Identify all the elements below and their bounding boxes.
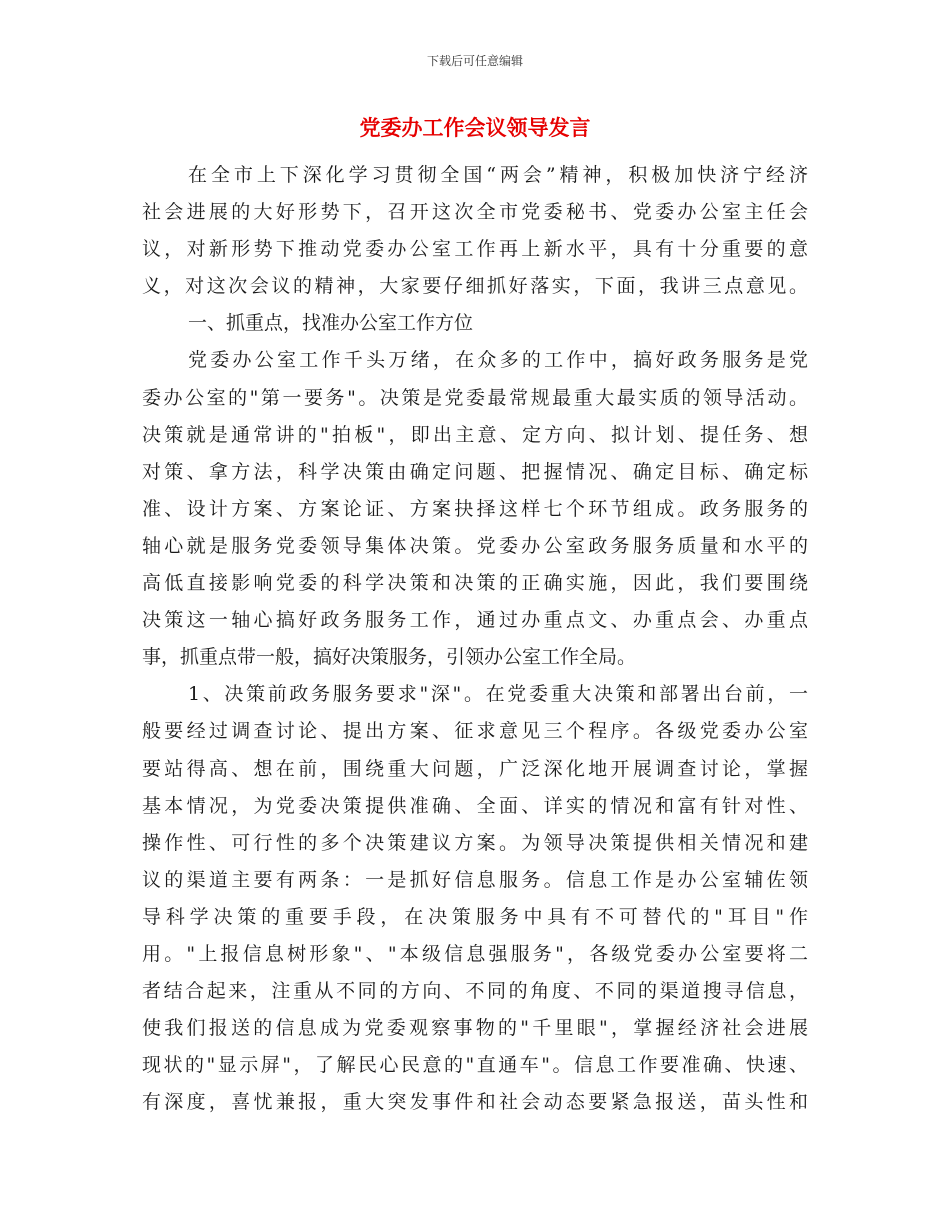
- text-line: 者结合起来，注重从不同的方向、不同的角度、不同的渠道搜寻信息，: [142, 980, 808, 1003]
- text-line: 导科学决策的重要手段，在决策服务中具有不可替代的"耳目"作: [142, 905, 808, 928]
- text-line: 一、抓重点，找准办公室工作方位: [188, 312, 474, 335]
- text-line: 社会进展的大好形势下，召开这次全市党委秘书、党委办公室主任会: [142, 201, 808, 224]
- text-line: 高低直接影响党委的科学决策和决策的正确实施，因此，我们要围绕: [142, 572, 808, 595]
- text-line: 现状的"显示屏"，了解民心民意的"直通车"。信息工作要准确、快速、: [142, 1054, 808, 1077]
- text-line: 决策就是通常讲的"拍板"，即出主意、定方向、拟计划、提任务、想: [142, 423, 808, 446]
- text-line: 轴心就是服务党委领导集体决策。党委办公室政务服务质量和水平的: [142, 534, 808, 557]
- text-line: 义，对这次会议的精神，大家要仔细抓好落实，下面，我讲三点意见。: [142, 275, 808, 298]
- text-line: 议的渠道主要有两条：一是抓好信息服务。信息工作是办公室辅佐领: [142, 868, 808, 891]
- text-line: 要站得高、想在前，围绕重大问题，广泛深化地开展调查讨论，掌握: [142, 757, 808, 780]
- document-title: 党委办工作会议领导发言: [359, 115, 591, 140]
- text-line: 议，对新形势下推动党委办公室工作再上新水平，具有十分重要的意: [142, 238, 808, 261]
- text-line: 般要经过调查讨论、提出方案、征求意见三个程序。各级党委办公室: [142, 720, 808, 743]
- text-line: 用。"上报信息树形象"、"本级信息强服务"，各级党委办公室要将二: [142, 942, 808, 965]
- text-line: 1、决策前政务服务要求"深"。在党委重大决策和部署出台前，一: [188, 683, 808, 706]
- text-line: 操作性、可行性的多个决策建议方案。为领导决策提供相关情况和建: [142, 831, 808, 854]
- text-line: 事，抓重点带一般，搞好决策服务，引领办公室工作全局。: [142, 646, 637, 669]
- text-line: 基本情况，为党委决策提供准确、全面、详实的情况和富有针对性、: [142, 794, 808, 817]
- document-body: [142, 157, 808, 1121]
- text-line: 委办公室的"第一要务"。决策是党委最常规最重大最实质的领导活动。: [142, 386, 808, 409]
- text-line: 有深度，喜忧兼报，重大突发事件和社会动态要紧急报送，苗头性和: [142, 1091, 808, 1114]
- text-line: 党委办公室工作千头万绪，在众多的工作中，搞好政务服务是党: [188, 349, 808, 372]
- text-line: 在全市上下深化学习贯彻全国“两会”精神，积极加快济宁经济: [188, 164, 808, 186]
- text-line: 使我们报送的信息成为党委观察事物的"千里眼"，掌握经济社会进展: [142, 1017, 808, 1040]
- text-line: 对策、拿方法，科学决策由确定问题、把握情况、确定目标、确定标: [142, 460, 808, 483]
- text-line: 决策这一轴心搞好政务服务工作，通过办重点文、办重点会、办重点: [142, 609, 808, 632]
- text-line: 准、设计方案、方案论证、方案抉择这样七个环节组成。政务服务的: [142, 497, 808, 520]
- page-header: 下载后可任意编辑: [426, 54, 523, 68]
